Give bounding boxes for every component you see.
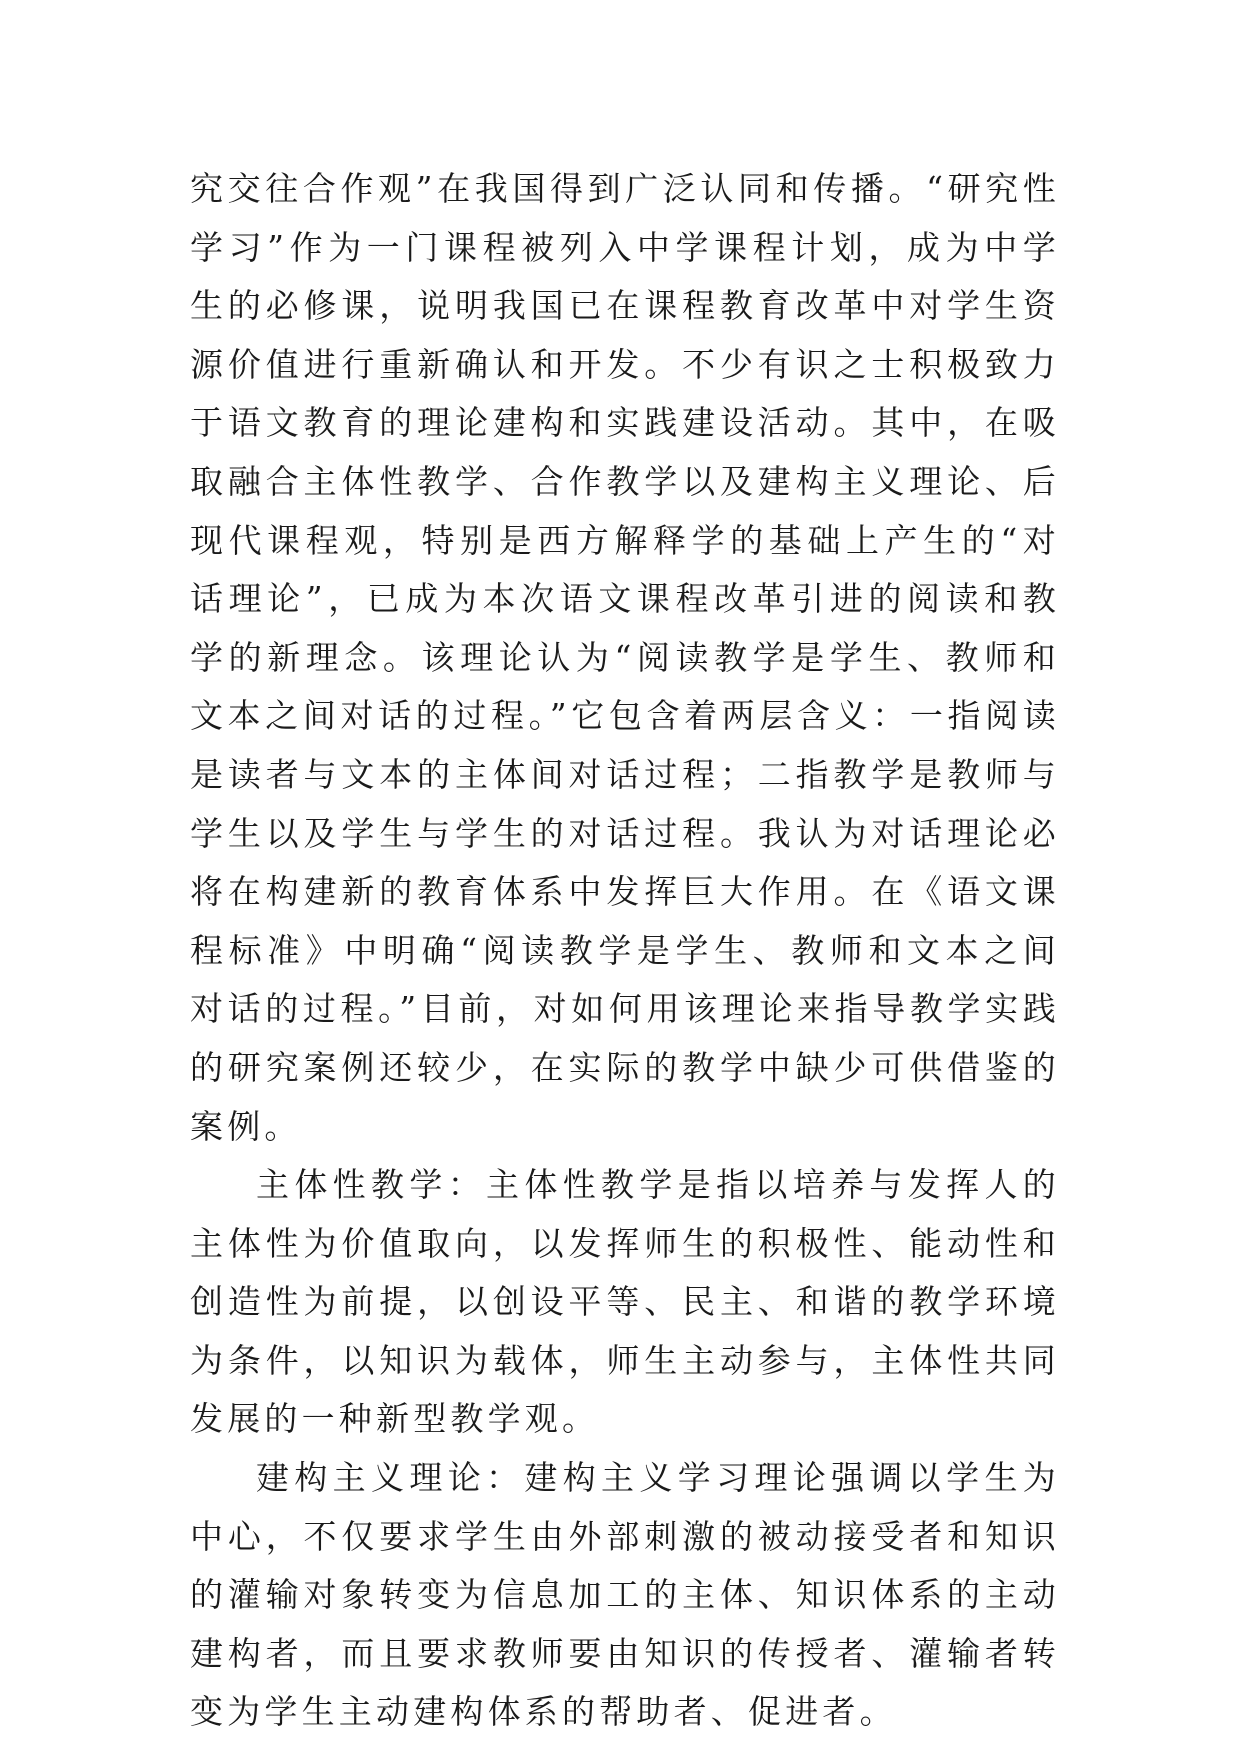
paragraph-subject-teaching: 主体性教学：主体性教学是指以培养与发挥人的主体性为价值取向，以发挥师生的积极性、能动性和创造性为前提，以创设平等、民主、和谐的教学环境为条件，以知识为载体，师生主动参与，主体性共同发展的一种新型教学观。 xyxy=(190,1165,1060,1439)
paragraph-dialogue-theory: 究交往合作观”在我国得到广泛认同和传播。“研究性学习”作为一门课程被列入中学课程计划，成为中学生的必修课，说明我国已在课程教育改革中对学生资源价值进行重新确认和开发。不少有识之士积极致力于语文教育的理论建构和实践建设活动。其中，在吸取融合主体性教学、合作教学以及建构主义理论、后现代课程观，特别是西方解释学的基础上产生的“对话理论”，已成为本次语文课程改革引进的阅读和教学的新理念。该理论认为“阅读教学是学生、教师和文本之间对话的过程。”它包含着两层含义：一指阅读是读者与文本的主体间对话过程；二指教学是教师与学生以及学生与学生的对话过程。我认为对话理论必将在构建新的教育体系中发挥巨大作用。在《语文课程标准》中明确“阅读教学是学生、教师和文本之间对话的过程。”目前，对如何用该理论来指导教学实践的研究案例还较少，在实际的教学中缺少可供借鉴的案例。 xyxy=(190,169,1060,1146)
paragraph-constructivism: 建构主义理论：建构主义学习理论强调以学生为中心，不仅要求学生由外部刺激的被动接受者和知识的灌输对象转变为信息加工的主体、知识体系的主动建构者，而且要求教师要由知识的传授者、灌输者转变为学生主动建构体系的帮助者、促进者。 xyxy=(190,1458,1060,1732)
document-body xyxy=(190,160,1060,1742)
